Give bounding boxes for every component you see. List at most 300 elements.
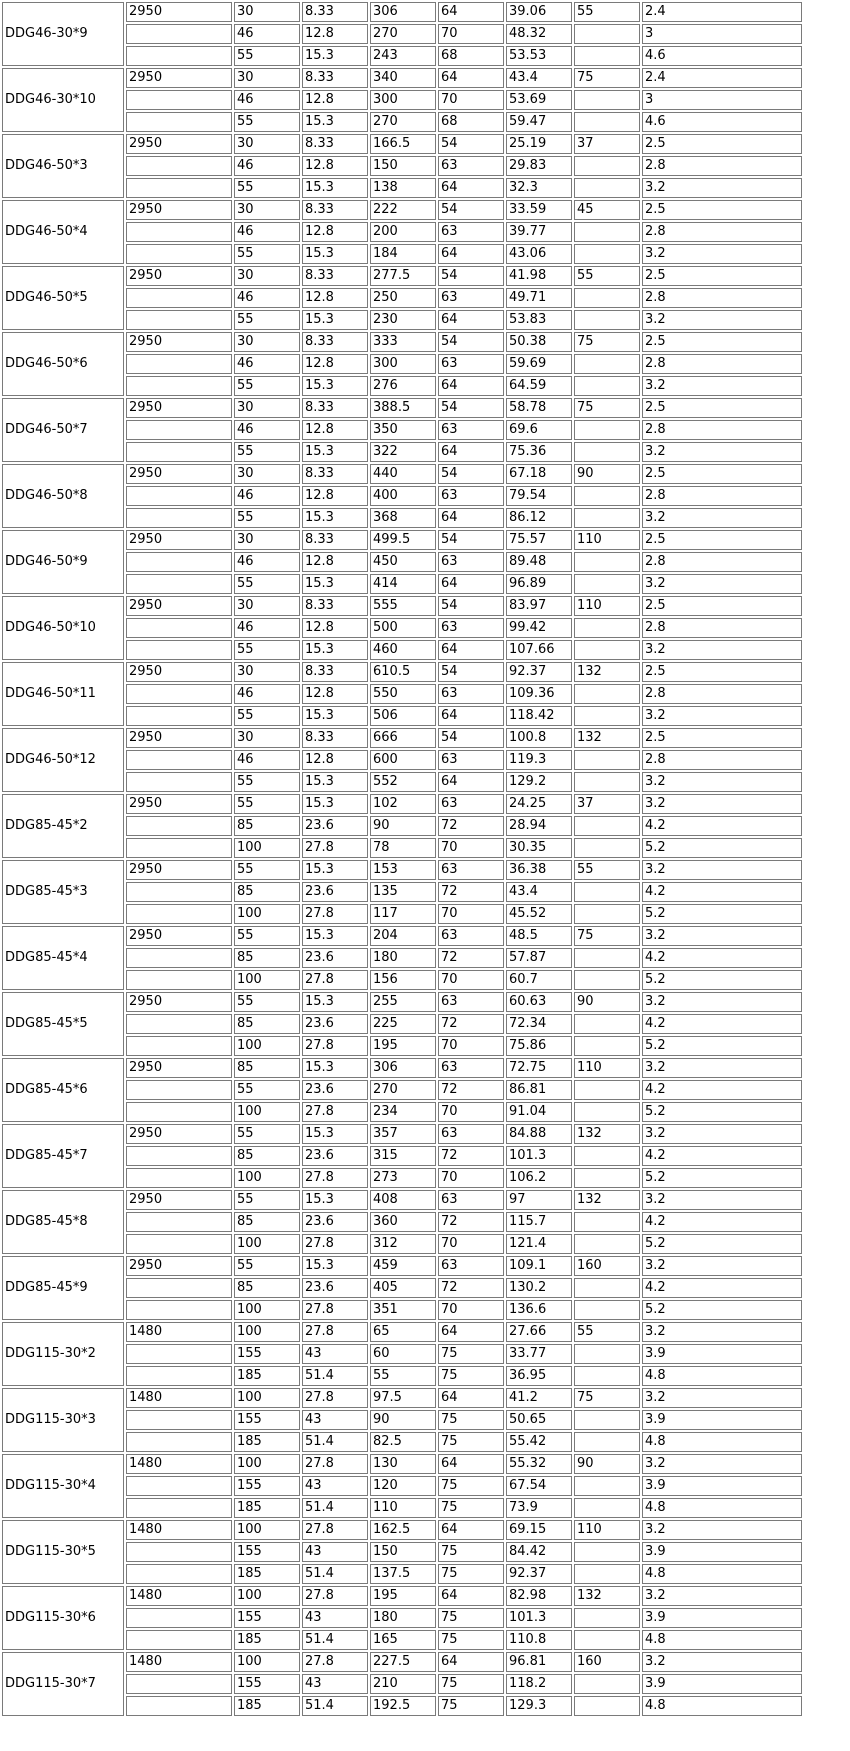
speed-cell — [126, 750, 232, 770]
npsh-cell: 4.8 — [642, 1564, 802, 1584]
flow-ls-cell: 8.33 — [302, 662, 368, 682]
motor-power-cell — [574, 970, 640, 990]
flow-m3h-cell: 46 — [234, 486, 300, 506]
head-cell: 90 — [370, 816, 436, 836]
head-cell: 55 — [370, 1366, 436, 1386]
flow-m3h-cell: 55 — [234, 1256, 300, 1276]
table-row — [2, 200, 802, 220]
efficiency-cell: 72 — [438, 948, 504, 968]
head-cell: 234 — [370, 1102, 436, 1122]
npsh-cell: 2.5 — [642, 464, 802, 484]
head-cell: 273 — [370, 1168, 436, 1188]
flow-ls-cell: 23.6 — [302, 1212, 368, 1232]
motor-power-cell — [574, 1278, 640, 1298]
head-cell: 222 — [370, 200, 436, 220]
speed-cell — [126, 838, 232, 858]
flow-m3h-cell: 46 — [234, 90, 300, 110]
speed-cell — [126, 948, 232, 968]
speed-cell — [126, 420, 232, 440]
shaft-power-cell: 53.53 — [506, 46, 572, 66]
efficiency-cell: 63 — [438, 684, 504, 704]
motor-power-cell — [574, 1102, 640, 1122]
speed-cell: 2950 — [126, 1256, 232, 1276]
motor-power-cell: 75 — [574, 332, 640, 352]
head-cell: 408 — [370, 1190, 436, 1210]
head-cell: 306 — [370, 1058, 436, 1078]
head-cell: 405 — [370, 1278, 436, 1298]
efficiency-cell: 63 — [438, 486, 504, 506]
flow-m3h-cell: 85 — [234, 816, 300, 836]
npsh-cell: 2.5 — [642, 266, 802, 286]
flow-m3h-cell: 185 — [234, 1696, 300, 1716]
shaft-power-cell: 129.2 — [506, 772, 572, 792]
flow-m3h-cell: 55 — [234, 376, 300, 396]
speed-cell — [126, 178, 232, 198]
flow-m3h-cell: 46 — [234, 354, 300, 374]
flow-ls-cell: 8.33 — [302, 134, 368, 154]
shaft-power-cell: 101.3 — [506, 1608, 572, 1628]
npsh-cell: 5.2 — [642, 1300, 802, 1320]
motor-power-cell: 132 — [574, 728, 640, 748]
shaft-power-cell: 64.59 — [506, 376, 572, 396]
speed-cell — [126, 904, 232, 924]
efficiency-cell: 75 — [438, 1410, 504, 1430]
flow-ls-cell: 12.8 — [302, 750, 368, 770]
shaft-power-cell: 130.2 — [506, 1278, 572, 1298]
motor-power-cell — [574, 310, 640, 330]
flow-m3h-cell: 100 — [234, 1388, 300, 1408]
table-row — [2, 1058, 802, 1078]
flow-ls-cell: 23.6 — [302, 882, 368, 902]
motor-power-cell: 45 — [574, 200, 640, 220]
model-cell: DDG46-30*10 — [2, 68, 124, 132]
motor-power-cell — [574, 1234, 640, 1254]
model-cell: DDG115-30*2 — [2, 1322, 124, 1386]
motor-power-cell — [574, 1542, 640, 1562]
flow-m3h-cell: 155 — [234, 1542, 300, 1562]
flow-ls-cell: 15.3 — [302, 46, 368, 66]
motor-power-cell: 55 — [574, 1322, 640, 1342]
head-cell: 440 — [370, 464, 436, 484]
shaft-power-cell: 39.77 — [506, 222, 572, 242]
flow-ls-cell: 51.4 — [302, 1564, 368, 1584]
head-cell: 300 — [370, 354, 436, 374]
speed-cell — [126, 46, 232, 66]
flow-m3h-cell: 85 — [234, 948, 300, 968]
flow-ls-cell: 23.6 — [302, 816, 368, 836]
efficiency-cell: 75 — [438, 1630, 504, 1650]
head-cell: 82.5 — [370, 1432, 436, 1452]
efficiency-cell: 70 — [438, 1234, 504, 1254]
flow-m3h-cell: 30 — [234, 134, 300, 154]
table-row — [2, 1388, 802, 1408]
head-cell: 110 — [370, 1498, 436, 1518]
flow-m3h-cell: 100 — [234, 838, 300, 858]
speed-cell — [126, 574, 232, 594]
efficiency-cell: 54 — [438, 134, 504, 154]
efficiency-cell: 64 — [438, 178, 504, 198]
npsh-cell: 2.8 — [642, 552, 802, 572]
speed-cell: 2950 — [126, 860, 232, 880]
efficiency-cell: 72 — [438, 816, 504, 836]
flow-ls-cell: 8.33 — [302, 266, 368, 286]
shaft-power-cell: 58.78 — [506, 398, 572, 418]
shaft-power-cell: 53.83 — [506, 310, 572, 330]
flow-m3h-cell: 85 — [234, 1278, 300, 1298]
motor-power-cell: 55 — [574, 860, 640, 880]
npsh-cell: 2.5 — [642, 530, 802, 550]
head-cell: 388.5 — [370, 398, 436, 418]
shaft-power-cell: 33.59 — [506, 200, 572, 220]
efficiency-cell: 70 — [438, 904, 504, 924]
flow-m3h-cell: 55 — [234, 640, 300, 660]
flow-m3h-cell: 100 — [234, 1454, 300, 1474]
flow-ls-cell: 43 — [302, 1344, 368, 1364]
shaft-power-cell: 59.69 — [506, 354, 572, 374]
flow-m3h-cell: 30 — [234, 728, 300, 748]
npsh-cell: 3 — [642, 24, 802, 44]
flow-ls-cell: 43 — [302, 1476, 368, 1496]
shaft-power-cell: 25.19 — [506, 134, 572, 154]
efficiency-cell: 64 — [438, 244, 504, 264]
efficiency-cell: 75 — [438, 1498, 504, 1518]
motor-power-cell — [574, 1366, 640, 1386]
table-row — [2, 926, 802, 946]
npsh-cell: 3.9 — [642, 1674, 802, 1694]
shaft-power-cell: 99.42 — [506, 618, 572, 638]
flow-ls-cell: 15.3 — [302, 310, 368, 330]
speed-cell — [126, 1168, 232, 1188]
model-cell: DDG85-45*9 — [2, 1256, 124, 1320]
head-cell: 90 — [370, 1410, 436, 1430]
efficiency-cell: 64 — [438, 640, 504, 660]
head-cell: 227.5 — [370, 1652, 436, 1672]
npsh-cell: 2.5 — [642, 596, 802, 616]
table-row — [2, 134, 802, 154]
shaft-power-cell: 97 — [506, 1190, 572, 1210]
flow-m3h-cell: 46 — [234, 288, 300, 308]
model-cell: DDG46-50*3 — [2, 134, 124, 198]
head-cell: 506 — [370, 706, 436, 726]
flow-ls-cell: 12.8 — [302, 222, 368, 242]
model-cell: DDG46-50*9 — [2, 530, 124, 594]
motor-power-cell — [574, 1696, 640, 1716]
head-cell: 65 — [370, 1322, 436, 1342]
motor-power-cell — [574, 706, 640, 726]
shaft-power-cell: 119.3 — [506, 750, 572, 770]
npsh-cell: 4.2 — [642, 1278, 802, 1298]
motor-power-cell — [574, 1410, 640, 1430]
head-cell: 333 — [370, 332, 436, 352]
speed-cell: 2950 — [126, 728, 232, 748]
npsh-cell: 2.4 — [642, 2, 802, 22]
shaft-power-cell: 29.83 — [506, 156, 572, 176]
npsh-cell: 4.8 — [642, 1432, 802, 1452]
shaft-power-cell: 101.3 — [506, 1146, 572, 1166]
flow-ls-cell: 15.3 — [302, 178, 368, 198]
shaft-power-cell: 83.97 — [506, 596, 572, 616]
shaft-power-cell: 72.75 — [506, 1058, 572, 1078]
speed-cell — [126, 772, 232, 792]
head-cell: 550 — [370, 684, 436, 704]
motor-power-cell — [574, 948, 640, 968]
efficiency-cell: 54 — [438, 596, 504, 616]
flow-ls-cell: 51.4 — [302, 1366, 368, 1386]
motor-power-cell — [574, 1014, 640, 1034]
shaft-power-cell: 106.2 — [506, 1168, 572, 1188]
model-cell: DDG115-30*4 — [2, 1454, 124, 1518]
shaft-power-cell: 43.4 — [506, 68, 572, 88]
flow-m3h-cell: 100 — [234, 1520, 300, 1540]
head-cell: 277.5 — [370, 266, 436, 286]
efficiency-cell: 54 — [438, 200, 504, 220]
flow-m3h-cell: 55 — [234, 1080, 300, 1100]
flow-m3h-cell: 100 — [234, 970, 300, 990]
speed-cell: 2950 — [126, 596, 232, 616]
speed-cell: 2950 — [126, 134, 232, 154]
efficiency-cell: 70 — [438, 90, 504, 110]
flow-ls-cell: 23.6 — [302, 1278, 368, 1298]
efficiency-cell: 54 — [438, 266, 504, 286]
motor-power-cell: 132 — [574, 1190, 640, 1210]
shaft-power-cell: 73.9 — [506, 1498, 572, 1518]
table-row — [2, 662, 802, 682]
speed-cell — [126, 1146, 232, 1166]
npsh-cell: 2.8 — [642, 288, 802, 308]
flow-ls-cell: 12.8 — [302, 486, 368, 506]
shaft-power-cell: 59.47 — [506, 112, 572, 132]
speed-cell: 2950 — [126, 2, 232, 22]
motor-power-cell — [574, 420, 640, 440]
motor-power-cell: 110 — [574, 596, 640, 616]
efficiency-cell: 63 — [438, 1256, 504, 1276]
shaft-power-cell: 48.5 — [506, 926, 572, 946]
efficiency-cell: 64 — [438, 376, 504, 396]
efficiency-cell: 64 — [438, 1388, 504, 1408]
flow-ls-cell: 43 — [302, 1542, 368, 1562]
flow-ls-cell: 51.4 — [302, 1696, 368, 1716]
shaft-power-cell: 30.35 — [506, 838, 572, 858]
npsh-cell: 4.8 — [642, 1696, 802, 1716]
flow-m3h-cell: 185 — [234, 1498, 300, 1518]
flow-ls-cell: 15.3 — [302, 640, 368, 660]
motor-power-cell — [574, 1630, 640, 1650]
flow-ls-cell: 15.3 — [302, 574, 368, 594]
motor-power-cell: 75 — [574, 398, 640, 418]
efficiency-cell: 64 — [438, 1520, 504, 1540]
head-cell: 195 — [370, 1036, 436, 1056]
speed-cell: 2950 — [126, 464, 232, 484]
npsh-cell: 2.5 — [642, 728, 802, 748]
efficiency-cell: 64 — [438, 772, 504, 792]
shaft-power-cell: 33.77 — [506, 1344, 572, 1364]
efficiency-cell: 75 — [438, 1564, 504, 1584]
speed-cell — [126, 1608, 232, 1628]
npsh-cell: 4.8 — [642, 1366, 802, 1386]
head-cell: 156 — [370, 970, 436, 990]
shaft-power-cell: 75.86 — [506, 1036, 572, 1056]
efficiency-cell: 63 — [438, 618, 504, 638]
flow-m3h-cell: 100 — [234, 904, 300, 924]
model-cell: DDG115-30*5 — [2, 1520, 124, 1584]
speed-cell — [126, 354, 232, 374]
flow-ls-cell: 51.4 — [302, 1432, 368, 1452]
shaft-power-cell: 92.37 — [506, 662, 572, 682]
flow-ls-cell: 27.8 — [302, 1322, 368, 1342]
flow-ls-cell: 8.33 — [302, 200, 368, 220]
head-cell: 250 — [370, 288, 436, 308]
speed-cell — [126, 222, 232, 242]
efficiency-cell: 54 — [438, 464, 504, 484]
shaft-power-cell: 72.34 — [506, 1014, 572, 1034]
efficiency-cell: 64 — [438, 2, 504, 22]
head-cell: 117 — [370, 904, 436, 924]
flow-m3h-cell: 155 — [234, 1476, 300, 1496]
head-cell: 600 — [370, 750, 436, 770]
head-cell: 610.5 — [370, 662, 436, 682]
speed-cell — [126, 1344, 232, 1364]
flow-ls-cell: 12.8 — [302, 24, 368, 44]
table-row — [2, 2, 802, 22]
efficiency-cell: 64 — [438, 1652, 504, 1672]
efficiency-cell: 63 — [438, 794, 504, 814]
head-cell: 243 — [370, 46, 436, 66]
npsh-cell: 5.2 — [642, 1234, 802, 1254]
motor-power-cell — [574, 442, 640, 462]
shaft-power-cell: 69.6 — [506, 420, 572, 440]
head-cell: 97.5 — [370, 1388, 436, 1408]
npsh-cell: 5.2 — [642, 904, 802, 924]
npsh-cell: 5.2 — [642, 1102, 802, 1122]
flow-ls-cell: 8.33 — [302, 398, 368, 418]
speed-cell — [126, 156, 232, 176]
table-row — [2, 332, 802, 352]
efficiency-cell: 75 — [438, 1674, 504, 1694]
flow-m3h-cell: 46 — [234, 750, 300, 770]
head-cell: 315 — [370, 1146, 436, 1166]
flow-ls-cell: 27.8 — [302, 1300, 368, 1320]
shaft-power-cell: 91.04 — [506, 1102, 572, 1122]
flow-m3h-cell: 55 — [234, 926, 300, 946]
flow-m3h-cell: 30 — [234, 530, 300, 550]
speed-cell: 2950 — [126, 662, 232, 682]
npsh-cell: 3.2 — [642, 1388, 802, 1408]
flow-ls-cell: 8.33 — [302, 332, 368, 352]
efficiency-cell: 68 — [438, 112, 504, 132]
shaft-power-cell: 55.32 — [506, 1454, 572, 1474]
flow-ls-cell: 12.8 — [302, 552, 368, 572]
flow-m3h-cell: 46 — [234, 156, 300, 176]
flow-ls-cell: 15.3 — [302, 992, 368, 1012]
efficiency-cell: 75 — [438, 1366, 504, 1386]
efficiency-cell: 70 — [438, 838, 504, 858]
speed-cell — [126, 1432, 232, 1452]
flow-ls-cell: 15.3 — [302, 1058, 368, 1078]
efficiency-cell: 63 — [438, 1124, 504, 1144]
head-cell: 400 — [370, 486, 436, 506]
npsh-cell: 3.2 — [642, 178, 802, 198]
efficiency-cell: 54 — [438, 662, 504, 682]
shaft-power-cell: 110.8 — [506, 1630, 572, 1650]
flow-m3h-cell: 155 — [234, 1674, 300, 1694]
flow-m3h-cell: 85 — [234, 1058, 300, 1078]
npsh-cell: 3.9 — [642, 1608, 802, 1628]
speed-cell: 2950 — [126, 200, 232, 220]
flow-m3h-cell: 55 — [234, 46, 300, 66]
model-cell: DDG46-50*6 — [2, 332, 124, 396]
flow-ls-cell: 51.4 — [302, 1630, 368, 1650]
speed-cell — [126, 1036, 232, 1056]
model-cell: DDG85-45*5 — [2, 992, 124, 1056]
motor-power-cell — [574, 904, 640, 924]
head-cell: 180 — [370, 948, 436, 968]
head-cell: 153 — [370, 860, 436, 880]
flow-ls-cell: 27.8 — [302, 1652, 368, 1672]
efficiency-cell: 72 — [438, 1278, 504, 1298]
motor-power-cell: 110 — [574, 1058, 640, 1078]
model-cell: DDG85-45*6 — [2, 1058, 124, 1122]
npsh-cell: 2.5 — [642, 200, 802, 220]
shaft-power-cell: 43.06 — [506, 244, 572, 264]
flow-ls-cell: 15.3 — [302, 442, 368, 462]
npsh-cell: 5.2 — [642, 970, 802, 990]
motor-power-cell: 160 — [574, 1256, 640, 1276]
speed-cell — [126, 1542, 232, 1562]
npsh-cell: 3.2 — [642, 1190, 802, 1210]
motor-power-cell — [574, 1432, 640, 1452]
flow-ls-cell: 12.8 — [302, 420, 368, 440]
flow-m3h-cell: 100 — [234, 1652, 300, 1672]
flow-ls-cell: 8.33 — [302, 464, 368, 484]
npsh-cell: 4.8 — [642, 1498, 802, 1518]
flow-m3h-cell: 55 — [234, 1190, 300, 1210]
flow-m3h-cell: 55 — [234, 772, 300, 792]
head-cell: 270 — [370, 1080, 436, 1100]
motor-power-cell — [574, 1608, 640, 1628]
shaft-power-cell: 89.48 — [506, 552, 572, 572]
speed-cell — [126, 244, 232, 264]
npsh-cell: 3.9 — [642, 1542, 802, 1562]
flow-ls-cell: 12.8 — [302, 288, 368, 308]
shaft-power-cell: 129.3 — [506, 1696, 572, 1716]
flow-ls-cell: 15.3 — [302, 926, 368, 946]
efficiency-cell: 63 — [438, 992, 504, 1012]
flow-m3h-cell: 30 — [234, 464, 300, 484]
flow-ls-cell: 27.8 — [302, 1454, 368, 1474]
head-cell: 130 — [370, 1454, 436, 1474]
shaft-power-cell: 43.4 — [506, 882, 572, 902]
speed-cell — [126, 1564, 232, 1584]
npsh-cell: 2.5 — [642, 134, 802, 154]
speed-cell — [126, 684, 232, 704]
efficiency-cell: 70 — [438, 24, 504, 44]
head-cell: 210 — [370, 1674, 436, 1694]
flow-m3h-cell: 55 — [234, 1124, 300, 1144]
npsh-cell: 3.2 — [642, 926, 802, 946]
motor-power-cell — [574, 508, 640, 528]
npsh-cell: 4.2 — [642, 1212, 802, 1232]
motor-power-cell — [574, 1036, 640, 1056]
speed-cell: 2950 — [126, 926, 232, 946]
head-cell: 120 — [370, 1476, 436, 1496]
table-row — [2, 1586, 802, 1606]
head-cell: 552 — [370, 772, 436, 792]
efficiency-cell: 75 — [438, 1696, 504, 1716]
flow-ls-cell: 27.8 — [302, 1586, 368, 1606]
table-row — [2, 1454, 802, 1474]
efficiency-cell: 54 — [438, 398, 504, 418]
motor-power-cell — [574, 1212, 640, 1232]
